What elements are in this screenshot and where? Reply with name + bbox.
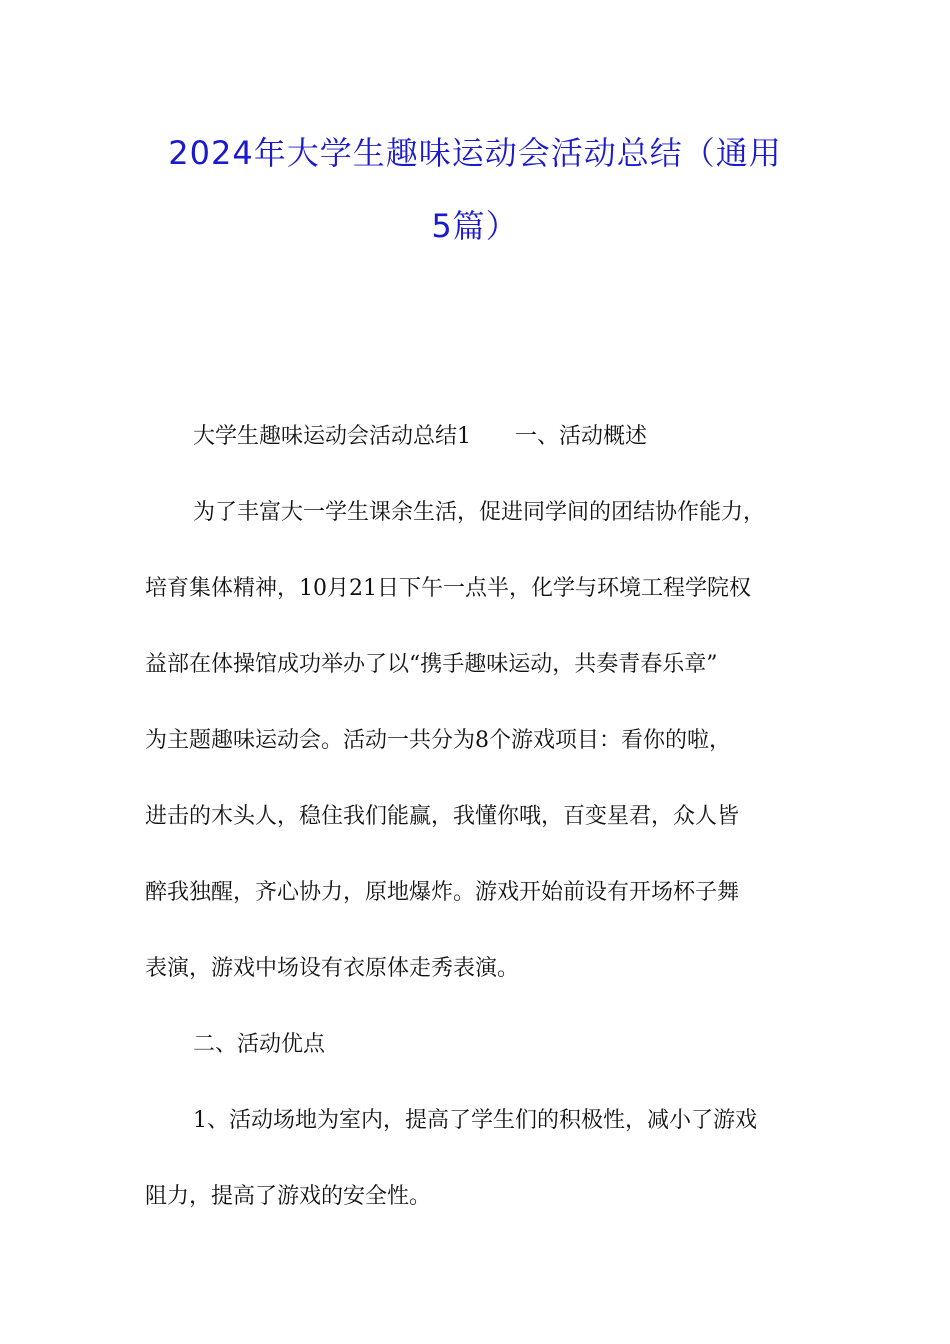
- paragraph-line: 为主题趣味运动会。活动一共分为8个游戏项目：看你的啦，: [145, 728, 731, 753]
- paragraph-line: 1、活动场地为室内，提高了学生们的积极性，减小了游戏: [193, 1108, 757, 1133]
- paragraph-line: 益部在体操馆成功举办了以“携手趣味运动，共奏青春乐章”: [145, 652, 718, 677]
- subheading-advantages: 二、活动优点: [193, 1032, 326, 1057]
- section-heading-line: [145, 399, 825, 475]
- paragraph-line: 阻力，提高了游戏的安全性。: [145, 1184, 432, 1209]
- paragraph-line: 醉我独醒，齐心协力，原地爆炸。游戏开始前设有开场杯子舞: [145, 880, 740, 905]
- section-heading-row: [145, 399, 825, 475]
- section-heading-overview: 一、活动概述: [515, 424, 648, 449]
- paragraph-overview: [145, 475, 825, 1007]
- paragraph-advantages: [145, 1083, 825, 1235]
- subheading-advantages-block: [145, 1007, 825, 1083]
- paragraph-line: 进击的木头人，稳住我们能赢，我懂你哦，百变星君，众人皆: [145, 804, 740, 829]
- paragraph-line: 表演，游戏中场设有衣原体走秀表演。: [145, 956, 520, 981]
- paragraph-line: 培育集体精神，10月21日下午一点半，化学与环境工程学院权: [145, 576, 751, 601]
- section-heading-title: 大学生趣味运动会活动总结1: [193, 424, 471, 449]
- paragraph-line: 为了丰富大一学生课余生活，促进同学间的团结协作能力，: [193, 500, 766, 525]
- document-title-line-1: 2024年大学生趣味运动会活动总结（通用: [168, 134, 782, 172]
- document-title-line-2: 5篇）: [431, 207, 519, 245]
